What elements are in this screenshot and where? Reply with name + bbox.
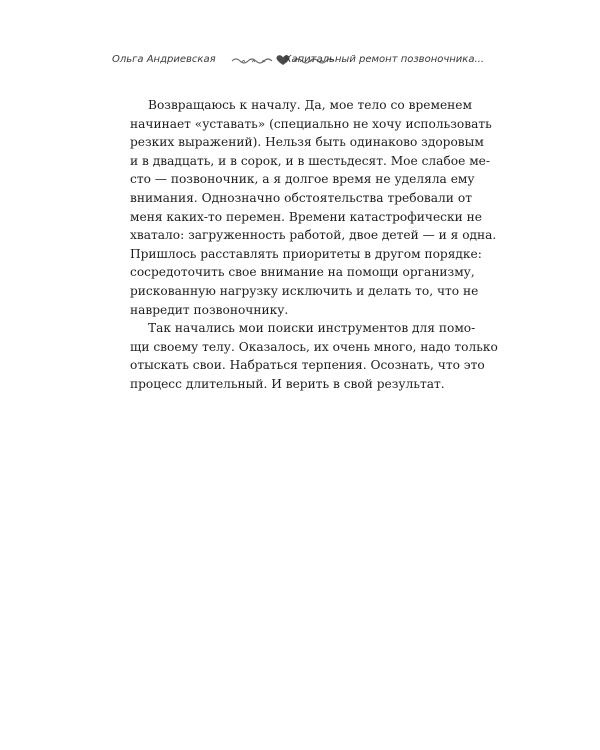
text-line: резких выражений). Нельзя быть одинаково здоровым [130,135,484,150]
left-swirl-loops-icon [242,61,265,63]
text-line: сто — позвоночник, а я долгое время не уделяла ему [130,172,475,187]
text-line: Так начались мои поиски инструментов для помо- [148,321,476,336]
text-line: отыскать свои. Набраться терпения. Осознать, что это [130,358,485,373]
body-text [130,96,498,394]
text-line: рискованную нагрузку исключить и делать то, что не [130,283,479,298]
text-line: сосредоточить свое внимание на помощи организму, [130,265,475,280]
header-author: Ольга Андриевская [112,54,216,65]
text-line: меня каких-то перемен. Времени катастрофически не [130,209,482,224]
text-line: щи своему телу. Оказалось, их очень много, надо только [130,339,498,354]
left-swirl-icon [232,59,272,63]
text-line: Пришлось расставлять приоритеты в другом порядке: [130,246,482,261]
header-book-title: Капитальный ремонт позвоночника... [284,54,484,65]
text-line: внимания. Однозначно обстоятельства требовали от [130,190,472,205]
text-line: хватало: загруженность работой, двое детей — и я одна. [130,228,497,243]
text-line: начинает «уставать» (специально не хочу использовать [130,116,492,131]
text-line: навредит позвоночнику. [130,302,289,317]
text-line: Возвращаюсь к началу. Да, мое тело со временем [148,98,472,112]
running-header [112,54,484,70]
paragraph-2 [130,319,498,393]
paragraph-1 [130,96,497,319]
text-line: процесс длительный. И верить в свой результат. [130,376,445,391]
text-line: и в двадцать, и в сорок, и в шестьдесят. Мое слабое ме- [130,153,491,168]
